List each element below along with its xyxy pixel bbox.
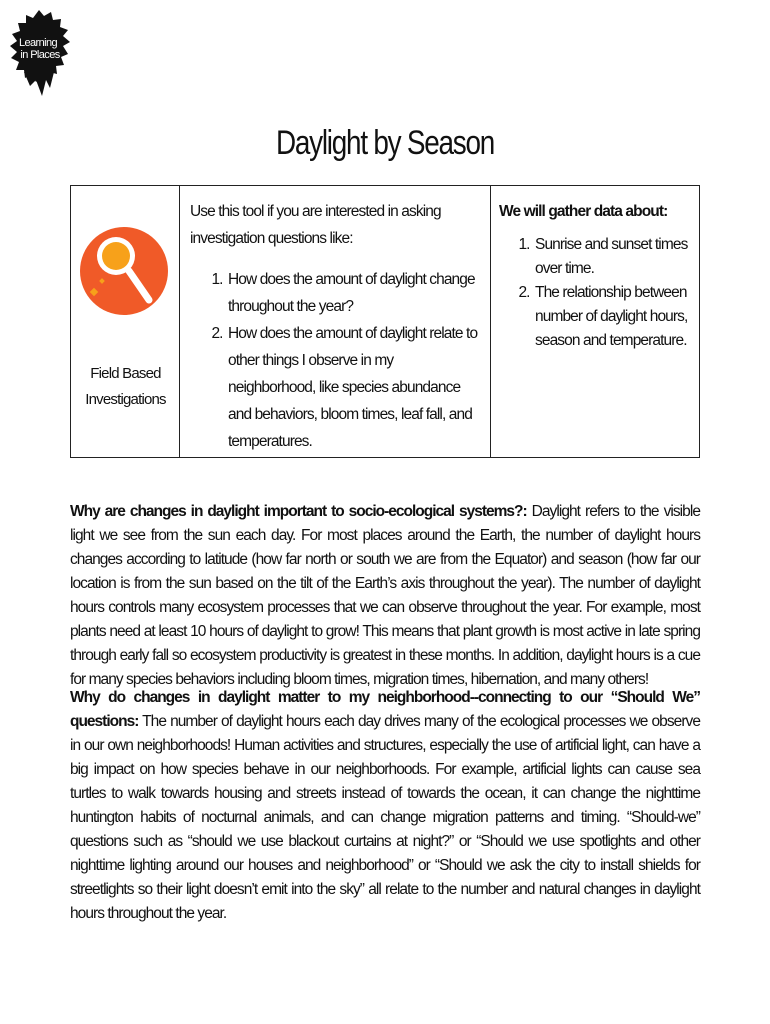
questions-list bbox=[190, 266, 480, 455]
data-item: 2. The relationship between number of daylight hours, season and temperature. bbox=[533, 281, 691, 353]
learning-in-places-logo bbox=[6, 8, 72, 100]
section-daylight-importance bbox=[70, 500, 700, 692]
questions-intro: Use this tool if you are interested in asking investigation questions like: bbox=[190, 203, 441, 247]
tool-category-cell bbox=[71, 186, 180, 457]
section-neighborhood-connection bbox=[70, 686, 700, 926]
data-gathered-cell bbox=[491, 186, 699, 457]
logo-badge-icon bbox=[6, 8, 72, 100]
data-item: 1. Sunrise and sunset times over time. bbox=[533, 233, 691, 281]
tool-info-table bbox=[70, 185, 700, 458]
section-heading: Why are changes in daylight important to socio-ecological systems?: bbox=[70, 502, 527, 520]
section-heading: Why do changes in daylight matter to my neighborhood--connecting to our “Should We” questions: bbox=[70, 688, 700, 730]
data-items-list bbox=[499, 233, 691, 353]
data-heading: We will gather data about: bbox=[499, 203, 668, 220]
investigation-questions-cell bbox=[180, 186, 491, 457]
magnifying-glass-icon bbox=[79, 196, 169, 346]
category-label: Field Based Investigations bbox=[85, 365, 166, 408]
question-item: 1. How does the amount of daylight change throughout the year? bbox=[226, 266, 480, 320]
logo-text-line2: in Places bbox=[20, 49, 60, 61]
page-title: Daylight by Season bbox=[275, 124, 495, 162]
question-item: 2. How does the amount of daylight relate to other things I observe in my neighborhood, like species abundance and behaviors, bloom times, leaf fall, and temperatures. bbox=[226, 320, 480, 455]
section-body: Daylight refers to the visible light we see from the sun each day. For most places around the Earth, the number of daylight hours changes according to latitude (how far north or south we are from the Equator) and season (how far our location is from the sun based on the tilt of the Earth’s axis throughout the year). The number of daylight hours controls many ecosystem processes that we can observe throughout the year. For example, most plants need at least 10 hours of daylight to grow! This means that plant growth is most active in late spring through early fall so ecosystem productivity is greatest in these months. In addition, daylight hours is a cue for many species behaviors including bloom times, migration times, hibernation, and many others! bbox=[70, 502, 700, 688]
logo-text-line1: Learning bbox=[18, 37, 58, 49]
section-body: The number of daylight hours each day drives many of the ecological processes we observe in our own neighborhoods! Human activities and structures, especially the use of artificial light, can have a big impact on how species behave in our neighborhoods. For example, artificial lights can cause sea turtles to walk towards housing and streets instead of towards the ocean, it can change the nighttime huntington habits of nocturnal animals, and can change migration patterns and timing. “Should-we” questions such as “should we use blackout curtains at night?” or “Should we use spotlights and other nighttime lighting around our houses and neighborhood” or “Should we ask the city to install shields for streetlights so their light doesn’t emit into the sky” all relate to the number and natural changes in daylight hours throughout the year. bbox=[70, 712, 700, 922]
